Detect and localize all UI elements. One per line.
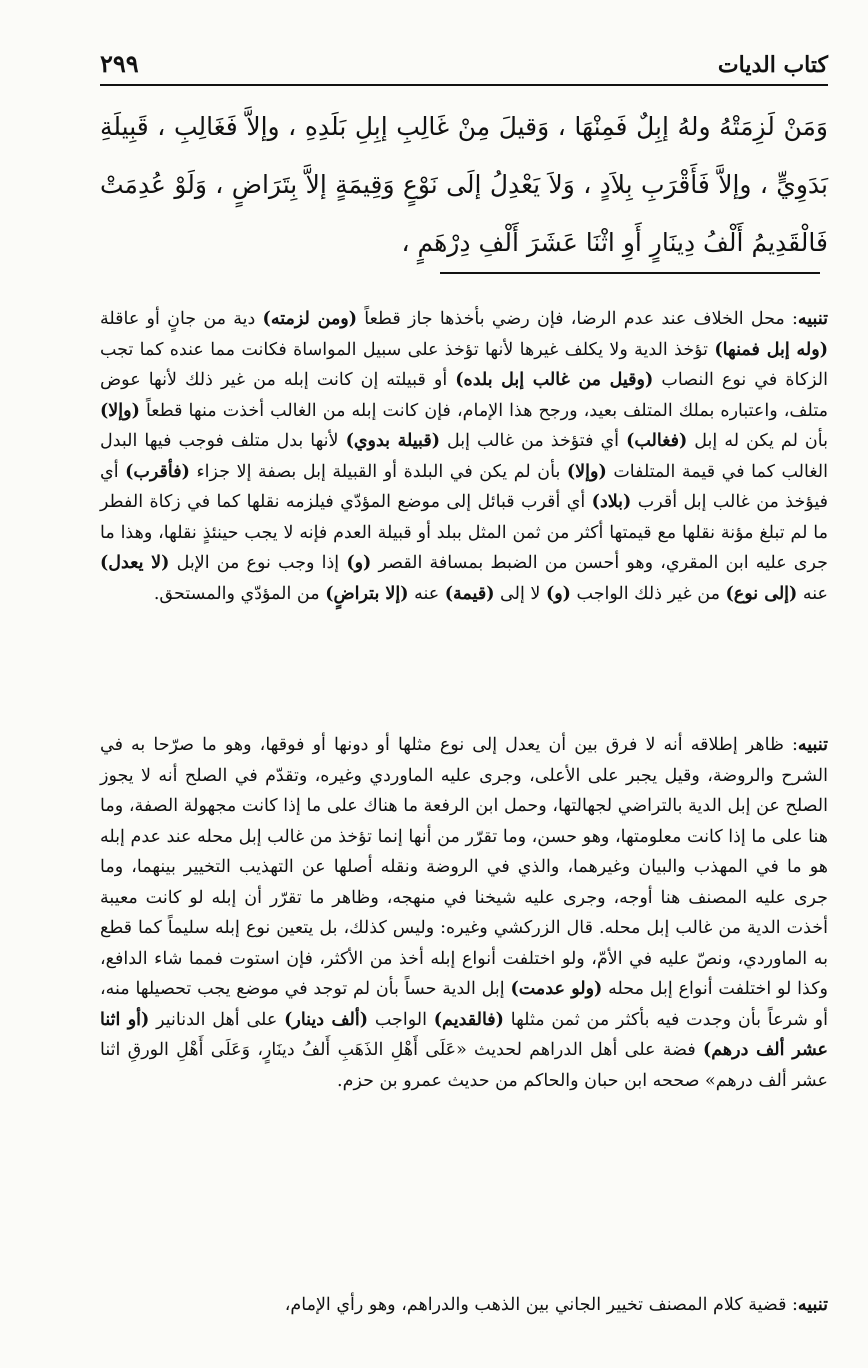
page-number: ٢٩٩ bbox=[100, 49, 139, 78]
bold-segment: تنبيه bbox=[797, 309, 828, 329]
bold-segment: (أو اثنا عشر ألف درهم) bbox=[100, 1009, 828, 1060]
bold-segment: (لا يعدل) bbox=[100, 553, 170, 573]
bold-segment: (بلاد) bbox=[591, 492, 632, 512]
bold-segment: (إلا بتراضٍ) bbox=[325, 583, 409, 604]
text-segment: أي أقرب قبائل إلى موضع المؤدّي فيلزمه نقلها كما في زكاة الفطر ما لم تبلغ مؤنة نقلها مع قيمتها أكثر من ثمن المثل ببلد أو قبيلة العدم فإنه لا يجب حينئذٍ نقلها، وهذا ما جرى عليه ابن المقري، وهو أحسن من الضبط بمسافة القصر bbox=[100, 492, 828, 573]
text-segment: بأن لم يكن له إبل bbox=[687, 431, 828, 451]
text-segment: الواجب bbox=[368, 1009, 434, 1030]
text-segment: على أهل الدنانير bbox=[149, 1009, 285, 1030]
commentary-paragraph bbox=[100, 1290, 828, 1321]
bold-segment: (وإلا) bbox=[566, 461, 607, 482]
text-segment: عنه bbox=[797, 583, 828, 604]
bold-segment: (وله إبل فمنها) bbox=[714, 339, 828, 360]
text-segment: من المؤدّي والمستحق. bbox=[153, 583, 326, 604]
text-segment: إبل الدية حساً بأن لم توجد في موضع يجب تحصيلها منه، أو شرعاً بأن وجدت فيه بأكثر من ثمن مثلها bbox=[100, 979, 828, 1030]
bold-segment: (و) bbox=[346, 553, 372, 573]
text-segment: بأن لم يكن في البلدة أو القبيلة إبل بصفة إلا جزاء bbox=[189, 461, 567, 482]
bold-segment: (ولو عدمت) bbox=[510, 979, 603, 999]
text-segment: أو قبيلته إن كانت إبله من غير ذلك لأنها عوض متلف، واعتباره بملك المتلف بعيد، ورجح هذا الإمام، فإن كانت إبله من الغالب أخذت منها قطعاً bbox=[100, 370, 828, 421]
text-segment: من غير ذلك الواجب bbox=[570, 583, 726, 604]
text-segment: إذا وجب نوع من الإبل bbox=[169, 553, 347, 573]
text-segment: دية من جانٍ أو عاقلة bbox=[100, 309, 263, 329]
text-segment: : قضية كلام المصنف تخيير الجاني بين الذهب والدراهم، وهو رأي الإمام، bbox=[284, 1295, 798, 1315]
chapter-title: كتاب الديات bbox=[717, 52, 828, 78]
text-segment: عنه bbox=[408, 583, 445, 604]
text-segment: أي فيؤخذ من غالب إبل أقرب bbox=[100, 461, 828, 512]
bold-segment: (وقيل من غالب إبل بلده) bbox=[455, 370, 654, 390]
text-segment: لا إلى bbox=[494, 583, 546, 604]
text-segment: لأنها بدل متلف فوجب فيها البدل الغالب كما في قيمة المتلفات bbox=[100, 431, 828, 482]
bold-segment: (فغالب) bbox=[626, 431, 688, 451]
text-segment: : ظاهر إطلاقه أنه لا فرق بين أن يعدل إلى نوع مثلها أو دونها أو فوقها، وهو ما صرّحا به في الشرح والروضة، وقيل يجبر على الأعلى، وجرى عليه الماوردي وغيره، وتقدّم في الصلح أنه لا يجوز الصلح عن إبل الدية بالتراضي لجهالتها، وحمل ابن الرفعة ما هناك على ما إذا كانت مجهولة الصفة، وما هنا على ما إذا كانت معلومتها، وهو حسن، وما تقرّر من أنها إنما تؤخذ من غالب إبل محله عند عدم إبله هو ما في المهذب والبيان وغيرهما، والذي في الروضة ونقله أصلها عن التهذيب التخيير بينهما، وما جرى عليه المصنف هنا أوجه، وجرى عليه شيخنا في منهجه، وظاهر ما تقرّر أن إبله لو كانت معيبة أخذت الدية من غالب إبل محله. قال الزركشي وغيره: وليس كذلك، بل يتعين نوع إبله سليماً كما قطع به الماوردي، ونصّ عليه في الأمّ، ولو اختلفت أنواع إبله أخذ من الأكثر، فإن استوت فمما شاء الدافع، وكذا لو اختلفت أنواع إبل محله bbox=[100, 735, 828, 999]
commentary-paragraph bbox=[100, 730, 828, 1096]
bold-segment: (ألف دينار) bbox=[284, 1009, 369, 1030]
commentary-block-3 bbox=[100, 1290, 828, 1321]
commentary-block-2 bbox=[100, 730, 828, 1096]
main-text: وَمَنْ لَزِمَتْهُ ولهُ إبِلٌ فَمِنْهَا ، وَقيلَ مِنْ غَالِبِ إبِلِ بَلَدِهِ ، وإلاَّ فَغَالِبِ ، قَبِيلَةِ بَدَوِيٍّ ، وإلاَّ فَأَقْرَبِ بِلاَدٍ ، وَلاَ يَعْدِلُ إلَى نَوْعٍ وَقِيمَةٍ إلاَّ بِتَرَاضٍ ، وَلَوْ عُدِمَتْ فَالْقَدِيمُ أَلْفُ دِينَارٍ أَوِ اثْنَا عَشَرَ أَلْفِ دِرْهَمٍ ، bbox=[100, 112, 828, 257]
bold-segment: (وإلا) bbox=[100, 400, 140, 421]
bold-segment: (قبيلة بدوي) bbox=[345, 431, 440, 451]
text-segment: أي فتؤخذ من غالب إبل bbox=[439, 431, 627, 451]
bold-segment: تنبيه bbox=[797, 735, 828, 755]
bold-segment: (فأقرب) bbox=[125, 461, 190, 482]
commentary-paragraph bbox=[100, 304, 828, 609]
bold-segment: (قيمة) bbox=[444, 583, 495, 604]
commentary-block-1 bbox=[100, 304, 828, 609]
text-segment: تؤخذ الدية ولا يكلف غيرها لأنها تؤخذ على سبيل المواساة فكانت مما عنده كما تجب الزكاة في نوع النصاب bbox=[100, 339, 828, 390]
bold-segment: (إلى نوع) bbox=[725, 583, 798, 604]
separator-rule bbox=[440, 272, 820, 274]
running-header bbox=[100, 38, 828, 86]
text-segment: : محل الخلاف عند عدم الرضا، فإن رضي بأخذها جاز قطعاً bbox=[357, 309, 798, 329]
bold-segment: (و) bbox=[545, 583, 571, 604]
bold-segment: (فالقديم) bbox=[433, 1009, 504, 1030]
bold-segment: تنبيه bbox=[797, 1295, 828, 1315]
text-segment: فضة على أهل الدراهم لحديث «عَلَى أَهْلِ الذَهَبِ أَلفُ دينَارٍ، وَعَلَى أَهْلِ الورقِ اثنا عشر ألف درهم» صححه ابن حبان والحاكم من حديث عمرو بن حزم. bbox=[100, 1040, 828, 1091]
bold-segment: (ومن لزمته) bbox=[262, 309, 358, 329]
